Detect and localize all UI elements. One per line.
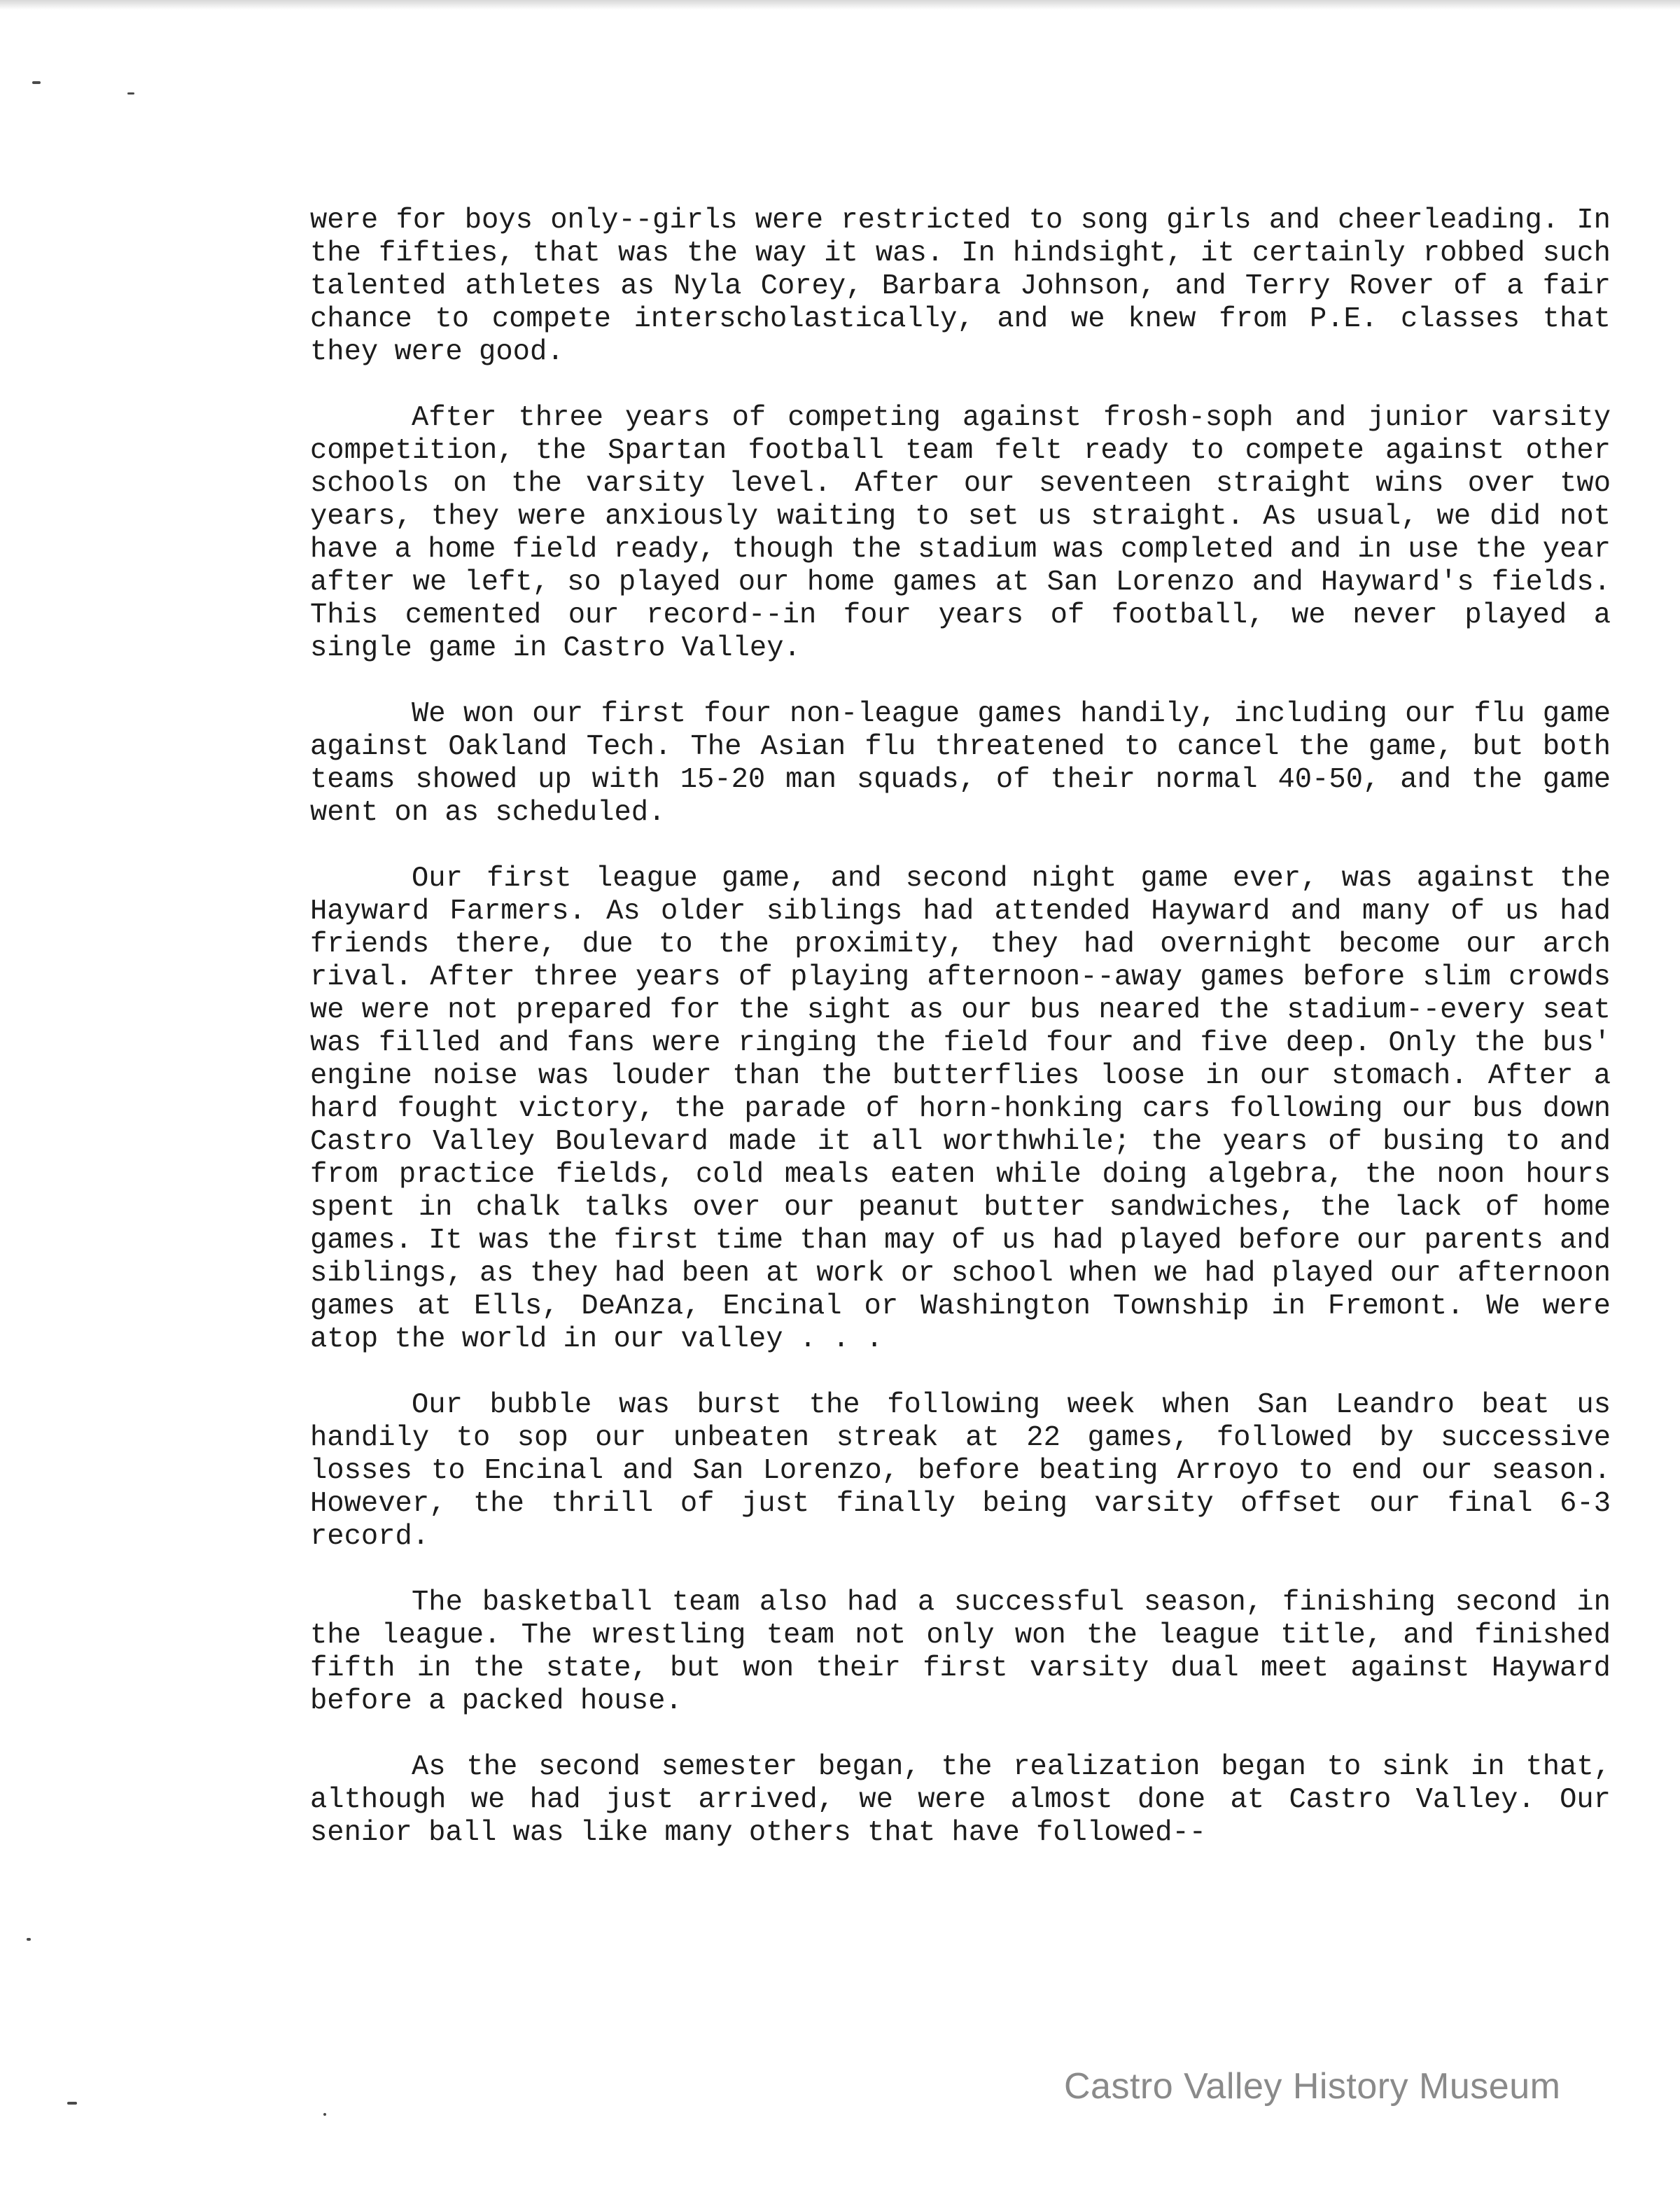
paragraph-6: The basketball team also had a successful season, finishing second in the league. The wrestling team not only won the league title, and finished fifth in the state, but won their first varsity dual meet against Hayward before a packed house.: [310, 1586, 1611, 1717]
paragraph-4: Our first league game, and second night game ever, was against the Hayward Farmers. As older siblings had attended Hayward and many of us had friends there, due to the proximity, they had overnight become our arch rival. After three years of playing afternoon--away games before slim crowds we were not prepared for the sight as our bus neared the stadium--every seat was filled and fans were ringing the field four and five deep. Only the bus' engine noise was louder than the butterflies loose in our stomach. After a hard fought victory, the parade of horn-honking cars following our bus down Castro Valley Boulevard made it all worthwhile; the years of busing to and from practice fields, cold meals eaten while doing algebra, the noon hours spent in chalk talks over our peanut butter sandwiches, the lack of home games. It was the first time than may of us had played before our parents and siblings, as they had been at work or school when we had played our afternoon games at Ells, DeAnza, Encinal or Washington Township in Fremont. We were atop the world in our valley . . .: [310, 863, 1611, 1355]
museum-watermark: Castro Valley History Museum: [1064, 2066, 1561, 2107]
paragraph-3: We won our first four non-league games handily, including our flu game against Oakland Tech. The Asian flu threatened to cancel the game, but both teams showed up with 15-20 man squads, of their normal 40-50, and the game went on as scheduled.: [310, 698, 1611, 829]
scan-speck: [323, 2113, 326, 2116]
scan-speck: [32, 81, 41, 84]
scan-top-edge: [0, 0, 1680, 10]
scan-speck: [67, 2102, 77, 2105]
paragraph-5: Our bubble was burst the following week when San Leandro beat us handily to sop our unbeaten streak at 22 games, followed by successive losses to Encinal and San Lorenzo, before beating Arroyo to end our season. However, the thrill of just finally being varsity offset our final 6-3 record.: [310, 1389, 1611, 1553]
scan-speck: [127, 92, 134, 95]
scan-speck: [27, 1938, 31, 1941]
document-body: [310, 204, 1611, 1883]
paragraph-2: After three years of competing against frosh-soph and junior varsity competition, the Spartan football team felt ready to compete against other schools on the varsity level. After our seventeen straight wins over two years, they were anxiously waiting to set us straight. As usual, we did not have a home field ready, though the stadium was completed and in use the year after we left, so played our home games at San Lorenzo and Hayward's fields. This cemented our record--in four years of football, we never played a single game in Castro Valley.: [310, 402, 1611, 664]
paragraph-1: were for boys only--girls were restricted to song girls and cheerleading. In the fifties, that was the way it was. In hindsight, it certainly robbed such talented athletes as Nyla Corey, Barbara Johnson, and Terry Rover of a fair chance to compete interscholastically, and we knew from P.E. classes that they were good.: [310, 204, 1611, 368]
paragraph-7: As the second semester began, the realization began to sink in that, although we had just arrived, we were almost done at Castro Valley. Our senior ball was like many others that have followed--: [310, 1751, 1611, 1849]
